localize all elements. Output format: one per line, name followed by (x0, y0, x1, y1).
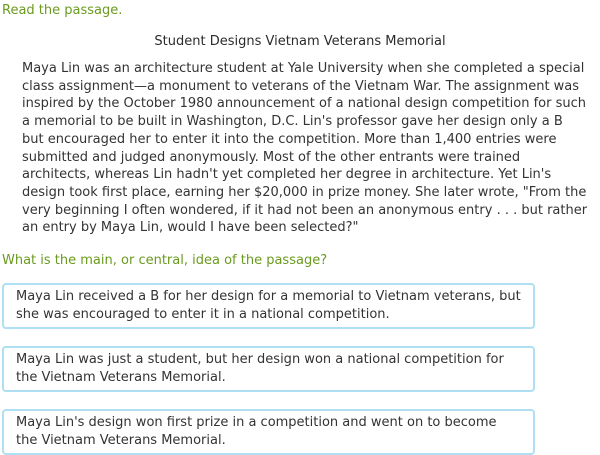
answer-options (2, 283, 600, 455)
answer-option-1[interactable]: Maya Lin received a B for her design for a memorial to Vietnam veterans, but she was encouraged to enter it in a national competition. (2, 283, 535, 329)
passage-title: Student Designs Vietnam Veterans Memorial (154, 34, 446, 49)
question-prompt: What is the main, or central, idea of the passage? (2, 253, 328, 269)
answer-option-2[interactable]: Maya Lin was just a student, but her design won a national competition for the Vietnam Veterans Memorial. (2, 346, 535, 392)
passage-body: Maya Lin was an architecture student at Yale University when she completed a special class assignment—a monument to veterans of the Vietnam War. The assignment was inspired by the October 1980 announcement of a national design competition for such a memorial to be built in Washington, D.C. Lin's professor gave her design only a B but encouraged her to enter it into the competition. More than 1,400 entries were submitted and judged anonymously. Most of the other entrants were trained architects, whereas Lin hadn't yet completed her degree in architecture. Yet Lin's design took first place, earning her $20,000 in prize money. She later wrote, "From the very beginning I often wondered, if it had not been an anonymous entry . . . but rather an entry by Maya Lin, would I have been selected?" (22, 61, 588, 236)
answer-option-3[interactable]: Maya Lin's design won first prize in a competition and went on to become the Vietnam Veterans Memorial. (2, 409, 535, 455)
read-passage-instruction: Read the passage. (2, 3, 123, 18)
